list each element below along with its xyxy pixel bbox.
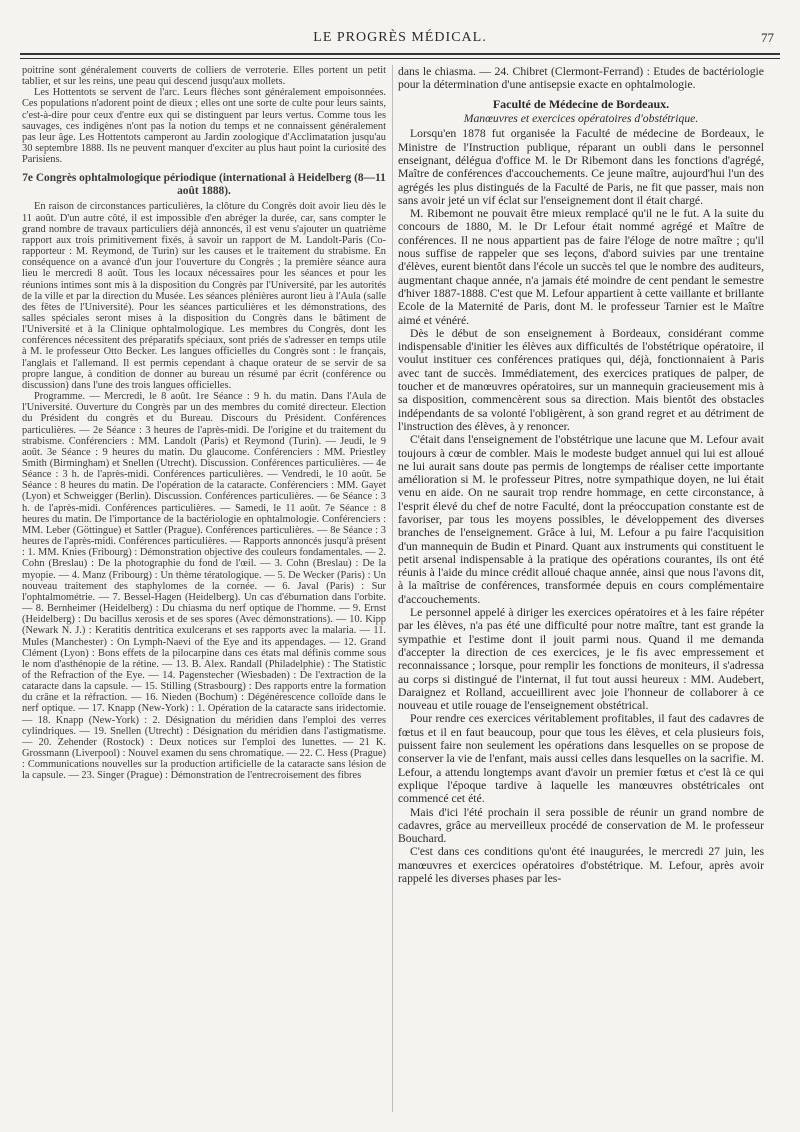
paragraph: C'était dans l'enseignement de l'obstétrique une lacune que M. Lefour avait toujours à cœur de combler. Mais le modeste budget annuel qui lui est alloué ne lui aurait sans doute pas permis de longtemps de réaliser cette importante amélioration si M. le professeur Pitres, notre sympathique doyen, ne lui était venu en aide. On ne saurait trop rendre hommage, en cette circonstance, à l'esprit élevé du chef de notre Faculté, dont la préoccupation constante est de favoriser, par tous les moyens possibles, le développement des diverses branches de l'enseignement. Grâce à lui, M. Lefour a pu faire l'acquisition d'un mannequin de Budin et Pinard. Quant aux instruments qui constituent le petit arsenal indispensable à la pratique des opérations courantes, ils ont été réunis à l'aide du mince crédit alloué chaque année, ainsi que nous l'avons dit, à la maîtrise de conférences, transformée depuis en cours complémentaire d'accouchements. [398, 433, 764, 606]
paragraph: En raison de circonstances particulières, la clôture du Congrès doit avoir lieu dès le 11 août. D'un autre côté, il est impossible d'en abréger la durée, car, sans compter le grand nombre de travaux particuliers déjà annoncés, il est venu s'ajouter un quatrième rapport aux trois primitivement fixés, à savoir un rapport de M. Landolt-Paris (Co-rapporteur : M. Reymond, de Turin) sur les causes et le traitement du strabisme. En conséquence on a avancé d'un jour l'ouverture du Congrès ; la première séance aura lieu le mercredi 8 août. Tous les locaux nécessaires pour les séances et pour les réunions intimes sont mis à la disposition du Congrès par l'Université, par les autorités de la ville et par la direction du Musée. Les séances plénières auront lieu à l'Aula (salle des fêtes de l'Université). Pour les séances particulières et les démonstrations, des salles spéciales seront mises à la disposition du Congrès dans le bâtiment de l'Université et à la Clinique ophtalmologique. Les membres du Congrès, dont les conférences nécessitent des préparatifs spéciaux, sont priés de s'adresser en temps utile à M. le professeur Otto Becker. Les langues officielles du Congrès sont : le français, l'anglais et l'allemand. Il est permis cependant à chaque orateur de se servir de sa propre langue, à condition de donner au bureau un résumé par écrit (conférence ou discussion) dans l'une des trois langues officielles. [22, 201, 386, 391]
column-divider [392, 65, 393, 1112]
header-rule-thin [20, 58, 780, 59]
left-column [22, 65, 386, 1116]
paragraph: Lorsqu'en 1878 fut organisée la Faculté de médecine de Bordeaux, le Ministre de l'Instruction publique, réparant un oubli dans le personnel enseignant, délégua d'office M. le Dr Ribemont dans les fonctions d'agrégé, Maître de conférences d'accouchements. Ce jeune maître, aujourd'hui l'un des agrégés les plus distingués de la Faculté de Paris, ne fit que passer, mais non sans avoir jeté un vif éclat sur l'enseignement dont il était chargé. [398, 127, 764, 207]
journal-title: LE PROGRÈS MÉDICAL. [313, 30, 487, 45]
page-header [20, 30, 780, 52]
paragraph: poitrine sont généralement couverts de colliers de verroterie. Elles portent un petit tablier, et sur les reins, une peau qui descend jusqu'aux mollets. [22, 65, 386, 88]
page-number: 77 [761, 30, 774, 45]
paragraph: Programme. — Mercredi, le 8 août. 1re Séance : 9 h. du matin. Dans l'Aula de l'Université. Ouverture du Congrès par un des membres du comité directeur. Election du Président du congrès et du Bureau. Discours du Président. Conférences particulières. — 2e Séance : 3 heures de l'après-midi. De l'origine et du traitement du strabisme. Conférenciers : MM. Landolt (Paris) et Reymond (Turin). — Jeudi, le 9 août. 3e Séance : 9 heures du matin. Du glaucome. Conférenciers : MM. Priestley Smith (Birmingham) et Snellen (Utrecht). Discussion. Conférences particulières. — 4e Séance : 3 h. de l'après-midi. Conférences particulières. — Vendredi, le 10 août. 5e Séance : 8 heures du matin. De l'opération de la cataracte. Conférenciers : MM. Gayet (Lyon) et Schweigger (Berlin). Discussion. Conférences particulières. — 6e Séance : 3 h. de l'après-midi. Conférences particulières. — Samedi, le 11 août. 7e Séance : 8 heures du matin. De l'importance de la bactériologie en ophtalmologie. Conférenciers : MM. Leber (Göttingue) et Sattler (Prague). Conférences particulières. — 8e Séance : 3 heures de l'après-midi. Conférences particulières. — Rapports annoncés jusqu'à présent : 1. MM. Knies (Fribourg) : Démonstration objective des couleurs fondamentales. — 2. Cohn (Breslau) : De la photographie du fond de l'œil. — 3. Cohn (Breslau) : De la myopie. — 4. Manz (Fribourg) : Un thème tératologique. — 5. De Wecker (Paris) : Un nouveau traitement des staphylomes de la cornée. — 6. Javal (Paris) : Sur l'ophtalmométrie. — 7. Bessel-Hagen (Heidelberg). Un cas d'éburnation dans l'orbite. — 8. Bernheimer (Heidelberg) : Du chiasma du nerf optique de l'homme. — 9. Ernst (Heidelberg) : Du bacillus xerosis et de ses spores (Avec démonstrations). — 10. Kipp (Newark N. J.) : Keratitis dentritica exulcerans et ses rapports avec la malaria. — 11. Mules (Manchester) : On Lymph-Naevi of the Eye and its appendages. — 12. Grand Clément (Lyon) : Bons effets de la pilocarpine dans ces états mal définis comme sous le nom d'asthénopie de la rétine. — 13. B. Alex. Randall (Philadelphie) : The Statistic of the Refraction of the Eye. — 14. Pagenstecher (Wiesbaden) : De l'extraction de la cataracte dans la capsule. — 15. Stilling (Strasbourg) : Des rapports entre la formation du crâne et la réfraction. — 16. Nieden (Bochum) : Dégénérescence colloïde dans le nerf optique. — 17. Knapp (New-York) : 1. Opération de la cataracte sans iridectomie. — 18. Knapp (New-York) : 2. Désignation du méridien dans l'emploi des verres cylindriques. — 19. Snellen (Utrecht) : Désignation du méridien dans l'astigmatisme. — 20. Zehender (Rostock) : Deux notices sur l'emploi des lunettes. — 21 K. Grossmann (Liverpool) : Nouvel examen du sens chromatique. — 22. C. Hess (Prague) : Communications nouvelles sur la production artificielle de la cataracte sans lésion de la capsule. — 23. Singer (Prague) : Démonstration de l'entrecroisement des fibres [22, 391, 386, 782]
paragraph: Dès le début de son enseignement à Bordeaux, considérant comme indispensable d'initier les élèves aux difficultés de l'obstétrique opératoire, il voulut instituer ces conférences pratiques qui, déjà, fonctionnaient à Paris avec tant de succès. Immédiatement, des exercices pratiques de palper, de toucher et de manœuvres opératoires, sur un mannequin gracieusement mis à sa disposition, commencèrent sous sa direction. Mais bientôt des obstacles indépendants de sa volonté l'obligèrent, à son grand regret et au détriment de l'instruction des élèves, à y renoncer. [398, 326, 764, 433]
paragraph: dans le chiasma. — 24. Chibret (Clermont-Ferrand) : Etudes de bactériologie pour la détermination d'une antisepsie exacte en ophtalmologie. [398, 65, 764, 92]
paragraph: Pour rendre ces exercices véritablement profitables, il faut des cadavres de fœtus et il en faut beaucoup, pour que tous les élèves, et cela plusieurs fois, puissent faire non seulement les opérations dans lesquelles on se propose de conserver la vie de l'enfant, mais aussi celles dans lesquelles on la sacrifie. M. Lefour, a attendu longtemps avant d'avoir un premier fœtus et c'est là ce qui explique l'époque tardive à laquelle les manœuvres obstétricales ont commencé cet été. [398, 712, 764, 806]
section-heading: 7e Congrès ophtalmologique périodique (international à Heidelberg (8—11 août 1888). [22, 172, 386, 197]
paragraph: Les Hottentots se servent de l'arc. Leurs flèches sont généralement empoisonnées. Ces populations n'adorent point de dieux ; elles ont une sorte de culte pour leurs saints, c'est-à-dire pour ceux d'entre eux qui se distinguent par leurs vertus. Comme tous les sauvages, ces indigènes n'ont pas la notion du temps et ne connaissent généralement pas leur âge. Les Hottentots camperont au Jardin zoologique d'Acclimatation jusqu'au 30 septembre 1888. Ils ne peuvent manquer d'exciter au plus haut point la curiosité des Parisiens. [22, 87, 386, 166]
right-column [398, 65, 764, 1116]
paragraph: Mais d'ici l'été prochain il sera possible de réunir un grand nombre de cadavres, grâce au merveilleux procédé de conservation de M. le professeur Bouchard. [398, 805, 764, 846]
section-heading: Faculté de Médecine de Bordeaux. [492, 96, 670, 111]
header-rule [20, 53, 780, 55]
section-subheading: Manœuvres et exercices opératoires d'obstétrique. [463, 112, 699, 126]
paragraph: Le personnel appelé à diriger les exercices opératoires et à les faire répéter par les élèves, n'a pas été une difficulté pour notre maître, tant est grande la sympathie et l'estime dont il jouit parmi nous. Quand il me demanda d'accepter la direction de ces exercices, je le fis avec empressement et reconnaissance ; lorsque, pour remplir les fonctions de moniteurs, il s'adressa au corps si distingué de l'internat, il fut tout aussi heureux : MM. Audebert, Daraignez et Rolland, accueillirent avec joie l'honneur de collaborer à ce nouveau et utile rouage de l'enseignement obstétrical. [398, 606, 764, 713]
paragraph: C'est dans ces conditions qu'ont été inaugurées, le mercredi 27 juin, les manœuvres et exercices opératoires d'obstétrique. M. Lefour, après avoir rappelé les diverses phases par les- [398, 845, 764, 886]
paragraph: M. Ribemont ne pouvait être mieux remplacé qu'il ne le fut. A la suite du concours de 1880, M. le Dr Lefour était nommé agrégé et Maître de conférences. Il ne nous appartient pas de faire l'éloge de notre maître ; qu'il nous suffise de rappeler que ses leçons, d'abord suivies par une trentaine d'élèves, eurent bientôt dans l'école un succès tel que le nombre des auditeurs, augmentant chaque année, n'a jamais été moindre de cent pendant le semestre d'hiver 1887-1888. C'est que M. Lefour appartient à cette vaillante et brillante Ecole de la Maternité de Paris, dont M. le professeur Tarnier est le Maître aimé et vénéré. [398, 207, 764, 327]
